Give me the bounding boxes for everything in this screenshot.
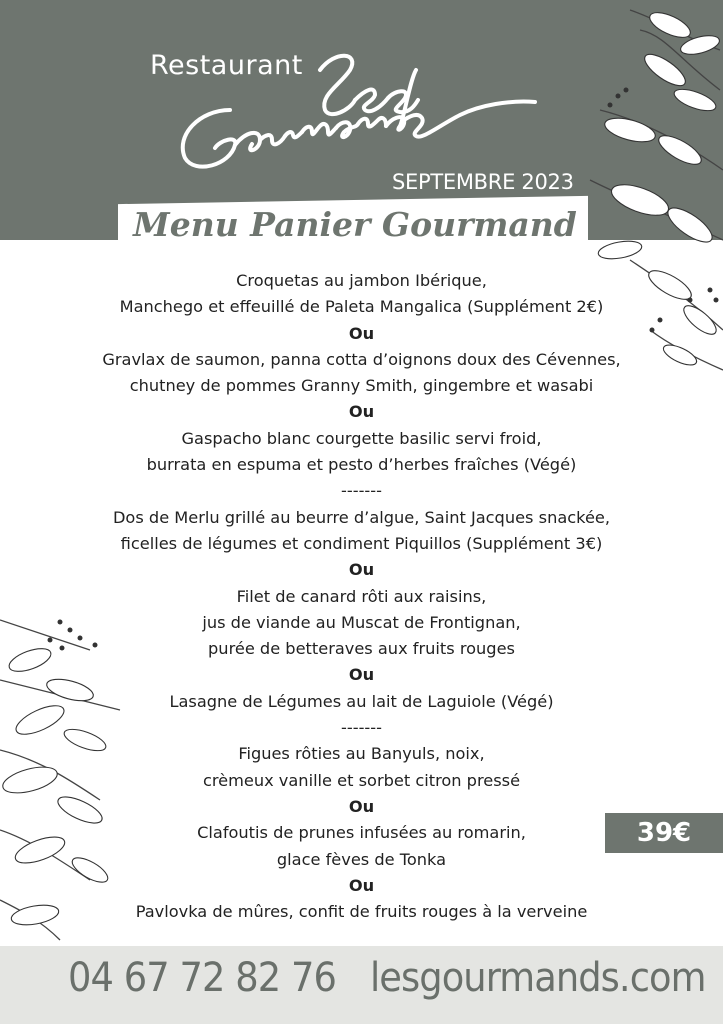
menu-dish-line: burrata en espuma et pesto d’herbes fraîches (Végé) (146, 455, 577, 475)
course-or-label: Ou (348, 665, 375, 685)
menu-dish-line: Dos de Merlu grillé au beurre d’algue, Saint Jacques snackée, (112, 507, 611, 527)
course-or-label: Ou (348, 796, 375, 816)
menu-dish-line: purée de betteraves aux fruits rouges (208, 639, 515, 659)
course-or-label: Ou (348, 875, 375, 895)
price-badge: 39€ (605, 813, 723, 853)
menu-dish-line: jus de viande au Muscat de Frontignan, (202, 612, 521, 632)
website-link[interactable]: lesgourmands.com (370, 955, 706, 1001)
menu-dish-line: Filet de canard rôti aux raisins, (236, 586, 487, 606)
menu-dish-line: Croquetas au jambon Ibérique, (236, 271, 487, 290)
menu-dish-line: glace fèves de Tonka (276, 849, 447, 869)
menu-dish-line: crèmeux vanille et sorbet citron pressé (202, 770, 521, 790)
menu-dish-line: Gaspacho blanc courgette basilic servi froid, (181, 428, 542, 448)
menu-dish-line: Clafoutis de prunes infusées au romarin, (197, 823, 526, 843)
date-label: SEPTEMBRE 2023 (392, 170, 574, 194)
restaurant-label: Restaurant (150, 50, 303, 81)
menu-title: Menu Panier Gourmand (133, 205, 577, 244)
menu-dish-line: Pavlovka de mûres, confit de fruits rouges à la verveine (135, 902, 588, 922)
course-or-label: Ou (348, 323, 375, 343)
course-separator: ------- (341, 718, 382, 738)
menu-dish-line: Gravlax de saumon, panna cotta d’oignons doux des Cévennes, (102, 349, 621, 369)
phone-number[interactable]: 04 67 72 82 76 (68, 955, 337, 1001)
menu-dish-line: Figues rôties au Banyuls, noix, (238, 744, 485, 764)
course-or-label: Ou (348, 402, 375, 422)
foliage-illustration-icon (0, 600, 140, 946)
course-separator: ------- (341, 481, 382, 501)
menu-dish-line: Lasagne de Légumes au lait de Laguiole (Végé) (169, 691, 554, 711)
menu-dish-line: ficelles de légumes et condiment Piquillos (Supplément 3€) (120, 533, 603, 553)
course-or-label: Ou (348, 560, 375, 580)
menu-dish-line: Manchego et effeuillé de Paleta Mangalica (Supplément 2€) (119, 297, 604, 317)
menu-dish-line: chutney de pommes Granny Smith, gingembre et wasabi (129, 376, 594, 396)
brand-logo (160, 40, 550, 190)
